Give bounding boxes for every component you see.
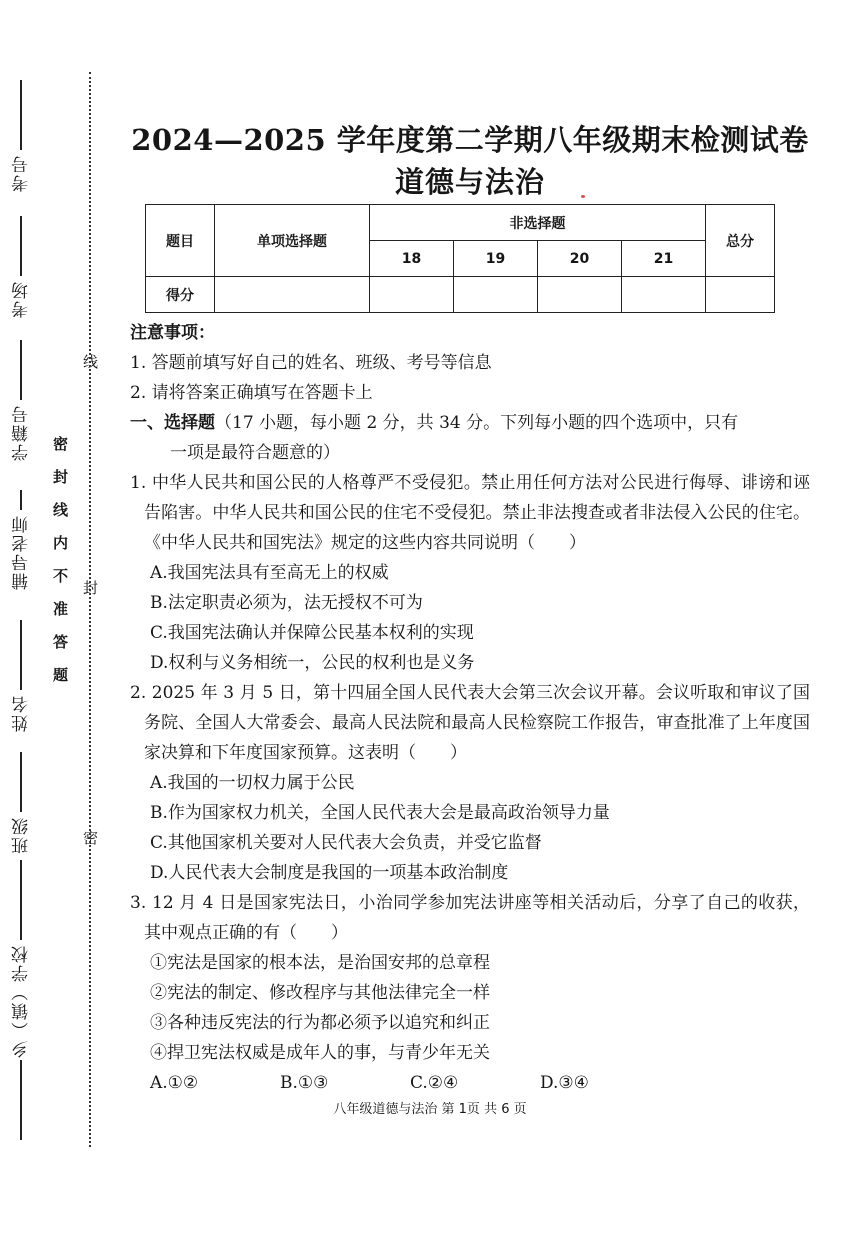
q3-statement-4: ④捍卫宪法权威是成年人的事，与青少年无关 [150,1043,490,1063]
col-non-choice: 非选择题 [370,205,706,241]
seal-word-seal: 封 [81,580,99,595]
score-cell-18[interactable] [370,277,454,313]
q3-options [130,1068,810,1098]
ink-dot [581,195,585,198]
q3-option-b: B.①③ [280,1073,329,1093]
exam-number-field[interactable] [6,80,36,192]
q2-option-a: A.我国的一切权力属于公民 [150,773,355,793]
binding-dotted-line [89,72,91,1147]
q2-option-c: C.其他国家机关要对人民代表大会负责，并受它监督 [150,833,542,853]
tutor-label: 辅导老师 [11,514,32,590]
exam-content [130,318,810,1098]
q2-option-d: D.人民代表大会制度是我国的一项基本政治制度 [150,863,509,883]
class-field[interactable] [6,752,36,854]
col-q21: 21 [622,241,706,277]
q3-option-d: D.③④ [540,1073,589,1093]
col-item: 题目 [146,205,215,277]
q2-option-b: B.作为国家权力机关，全国人民代表大会是最高政治领导力量 [150,803,610,823]
q3-statement-2: ②宪法的制定、修改程序与其他法律完全一样 [150,983,490,1003]
q3-option-a: A.①② [150,1073,199,1093]
exam-room-field[interactable] [6,216,36,318]
student-id-label: 学籍号 [11,404,32,461]
note-item: 2. 请将答案正确填写在答题卡上 [130,383,373,403]
q3-statement-3: ③各种违反宪法的行为都必须予以追究和纠正 [150,1013,490,1033]
question-1-stem: 1. 中华人民共和国公民的人格尊严不受侵犯。禁止用任何方法对公民进行侮辱、诽谤和诬告陷害。中华人民共和国公民的住宅不受侵犯。禁止非法搜查或者非法侵入公民的住宅。《中华人民共和国宪法》规定的这些内容共同说明（ ） [130,473,810,553]
score-cell-single[interactable] [215,277,370,313]
score-table [145,204,775,313]
q1-option-a: A.我国宪法具有至高无上的权威 [150,563,389,583]
student-id-field[interactable] [6,340,36,461]
name-label: 姓名 [11,694,32,732]
score-cell-total[interactable] [706,277,775,313]
score-cell-19[interactable] [454,277,538,313]
exam-title: 2024—2025 学年度第二学期八年级期末检测试卷 [131,123,809,157]
section-desc: （17 小题，每小题 2 分，共 34 分。下列每小题的四个选项中，只有 [215,413,739,433]
question-2-stem: 2. 2025 年 3 月 5 日，第十四届全国人民代表大会第三次会议开幕。会议听取和审议了国务院、全国人大常委会、最高人民法院和最高人民检察院工作报告，审查批准了上年度国家决算和下年度国家预算。这表明（ ） [130,683,810,763]
q1-option-c: C.我国宪法确认并保障公民基本权利的实现 [150,623,474,643]
col-total: 总分 [706,205,775,277]
score-cell-20[interactable] [538,277,622,313]
seal-word-secret: 密 [81,830,99,845]
note-item: 1. 答题前填写好自己的姓名、班级、考号等信息 [130,353,492,373]
seal-word-line: 线 [81,354,99,369]
exam-room-label: 考场 [11,280,32,318]
col-q20: 20 [538,241,622,277]
section-heading [130,408,810,438]
q1-option-d: D.权利与义务相统一，公民的权利也是义务 [150,653,475,673]
school-label: 乡（镇）学校 [11,944,32,1058]
section-desc-cont: 一项是最符合题意的） [170,443,340,463]
seal-notice: 密封线内不准答题 [51,436,69,700]
class-label: 班级 [11,816,32,854]
col-q19: 19 [454,241,538,277]
q1-option-b: B.法定职责必须为，法无授权不可为 [150,593,423,613]
subject-title: 道德与法治 [394,165,545,199]
q3-statement-1: ①宪法是国家的根本法，是治国安邦的总章程 [150,953,490,973]
row-score: 得分 [146,277,215,313]
section-title: 一、选择题 [130,413,215,433]
exam-number-label: 考号 [11,154,32,192]
q3-option-c: C.②④ [410,1073,459,1093]
tutor-field[interactable] [6,490,36,590]
page-footer: 八年级道德与法治 第 1页 共 6 页 [333,1102,527,1117]
question-3-stem: 3. 12 月 4 日是国家宪法日，小治同学参加宪法讲座等相关活动后，分享了自己的收获，其中观点正确的有（ ） [130,893,810,943]
col-single-choice: 单项选择题 [215,205,370,277]
score-cell-21[interactable] [622,277,706,313]
school-field[interactable] [6,860,36,1058]
notes-title: 注意事项： [130,323,215,343]
col-q18: 18 [370,241,454,277]
name-field[interactable] [6,620,36,732]
